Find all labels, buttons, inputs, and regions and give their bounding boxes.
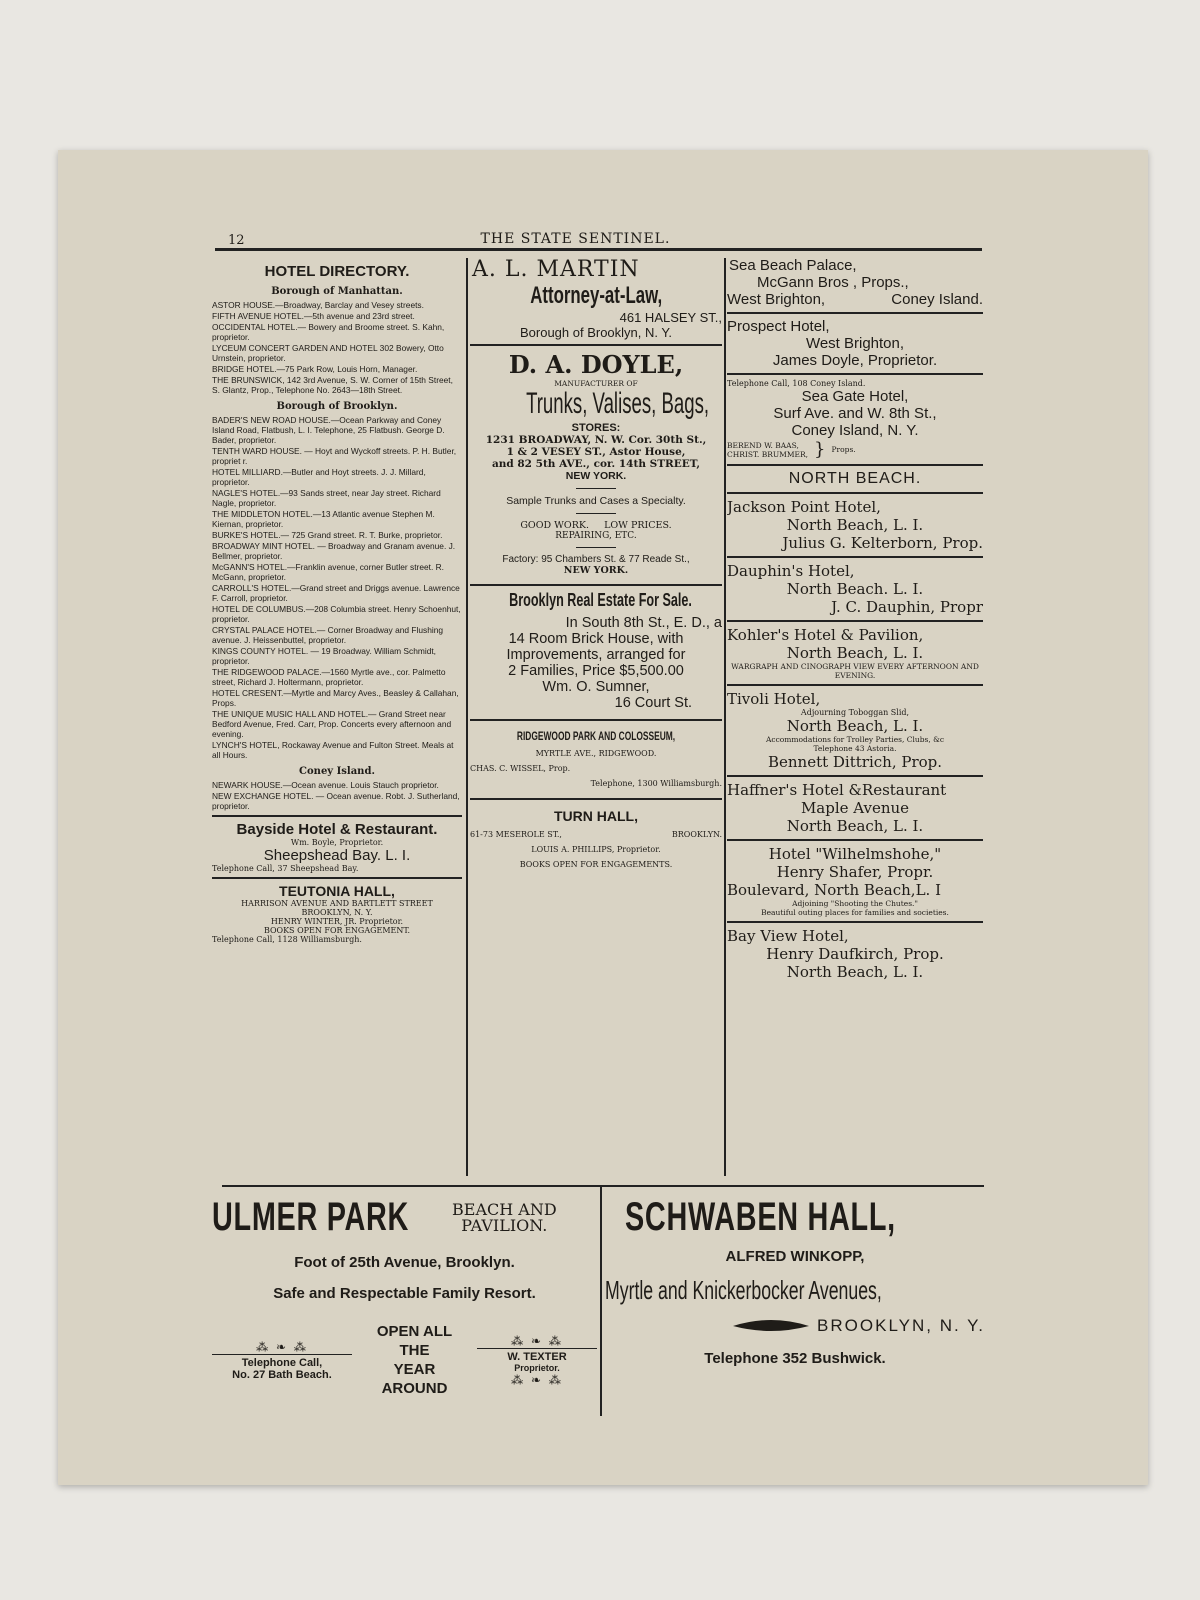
prospect-line-2: West Brighton, [805, 335, 905, 352]
directory-entry: LYNCH'S HOTEL, Rockaway Avenue and Fulton Street. Meals at all Hours. [212, 740, 454, 760]
directory-entry: BRIDGE HOTEL.—75 Park Row, Louis Horn, Manager. [212, 364, 418, 374]
realestate-line-4: 2 Families, Price $5,500.00 [508, 663, 684, 679]
ulmer-beach: BEACH AND [452, 1199, 557, 1219]
martin-address: 461 HALSEY ST., [619, 310, 722, 325]
wilhelm-line-3: Boulevard, North Beach,L. I [727, 881, 941, 899]
directory-entry: KINGS COUNTY HOTEL. — 19 Broadway. William Schmidt, proprietor. [212, 646, 437, 666]
realestate-title: Brooklyn Real Estate For Sale. [509, 590, 692, 610]
seagate-props: Props. [831, 445, 856, 454]
ridgewood-address: MYRTLE AVE., RIDGEWOOD. [535, 749, 657, 758]
directory-entry: TENTH WARD HOUSE. — Hoyt and Wyckoff streets. P. H. Butler, propriet r. [212, 446, 457, 466]
bayside-place: Sheepshead Bay. L. I. [263, 847, 411, 864]
turnhall-address: 61-73 MESEROLE ST., [470, 830, 562, 839]
ulmer-park-ad [212, 1195, 597, 1425]
teutonia-address: HARRISON AVENUE AND BARTLETT STREET [241, 899, 433, 908]
haffner-line-1: Haffner's Hotel &Restaurant [727, 781, 947, 799]
doyle-specialty: Sample Trunks and Cases a Specialty. [506, 495, 686, 507]
seagate-line-2: Surf Ave. and W. 8th St., [773, 405, 937, 422]
page-number: 12 [228, 233, 245, 248]
seabeach-line-4: Coney Island. [891, 291, 983, 308]
seagate-owner-2: CHRIST. BRUMMER, [727, 449, 809, 459]
directory-entry: HOTEL DE COLUMBUS.—208 Columbia street. Henry Schoenhut, proprietor. [212, 604, 461, 624]
ulmer-name: ULMER PARK [212, 1195, 410, 1239]
realestate-line-3: Improvements, arranged for [506, 647, 686, 663]
kohler-line-3: WARGRAPH AND CINOGRAPH VIEW EVERY AFTERNOON AND EVENING. [731, 662, 979, 680]
turnhall-books: BOOKS OPEN FOR ENGAGEMENTS. [519, 860, 673, 869]
ridgewood-phone: Telephone, 1300 Williamsburgh. [590, 779, 722, 788]
realestate-line-5: Wm. O. Sumner, [542, 679, 650, 695]
ridgewood-title: RIDGEWOOD PARK AND COLOSSEUM, [516, 729, 676, 743]
directory-entry: NEWARK HOUSE.—Ocean avenue. Louis Stauch proprietor. [212, 780, 439, 790]
kohler-line-2: North Beach, L. I. [786, 644, 924, 662]
bayside-phone: Telephone Call, 37 Sheepshead Bay. [212, 864, 359, 873]
divider [727, 464, 983, 466]
wilhelm-line-1: Hotel "Wilhelmshohe," [768, 845, 942, 863]
doyle-factory-city: NEW YORK. [563, 565, 629, 576]
divider [470, 344, 722, 346]
tivoli-line-5: Telephone 43 Astoria. [813, 744, 897, 753]
directory-entry: THE RIDGEWOOD PALACE.—1560 Myrtle ave., cor. Palmetto street, Richard J. Holtermann, proprietor. [212, 667, 446, 687]
seagate-line-3: Coney Island, N. Y. [791, 422, 919, 439]
turnhall-title: TURN HALL, [554, 808, 638, 824]
dauphin-line-1: Dauphin's Hotel, [727, 562, 855, 580]
wilhelm-line-2: Henry Shafer, Propr. [776, 863, 934, 881]
directory-entry: ASTOR HOUSE.—Broadway, Barclay and Vesey streets. [212, 300, 424, 310]
directory-section-heading: Coney Island. [299, 766, 375, 777]
kohler-line-1: Kohler's Hotel & Pavilion, [727, 626, 924, 644]
ulmer-open-3: YEAR [393, 1361, 436, 1378]
ornament-icon: ⁂ ❧ ⁂ [511, 1372, 563, 1387]
schwaben-name: SCHWABEN HALL, [625, 1195, 896, 1239]
ulmer-open-4: AROUND [381, 1380, 448, 1397]
divider [212, 815, 462, 817]
realestate-line-2: 14 Room Brick House, with [508, 631, 684, 647]
tivoli-line-1: Tivoli Hotel, [727, 690, 821, 708]
divider [470, 584, 722, 586]
directory-entry: CARROLL'S HOTEL.—Grand street and Driggs avenue. Lawrence F. Carroll, proprietor. [212, 583, 460, 603]
doyle-work: GOOD WORK. [520, 520, 589, 531]
divider [727, 775, 983, 777]
north-beach-column: Sea Beach Palace, McGann Bros , Props., West Brighton, Coney Island. Prospect Hotel, West Brighton, James Doyle, Proprietor. Telephone Call, 108 Coney Island. Sea Gate Hotel, Surf Ave. and W. 8th St., Coney Island, N. Y. BEREND W. BAAS, CHRIST. BRUMMER, } Props. NORTH BEACH. Jackson Point Hotel, North Beach, L. I. Julius G. Kelterborn, Prop. Dauphin's Hotel, North Beach. L. I. J. C. Dauphin, Propr Kohler's Hotel & Pavilion, North Beach, L. I. WARGRAPH AND CINOGRAPH VIEW EVERY AFTERNOON AND EVENING. Tivoli Hotel, Adjourning Toboggan Slid, North Beach, L. I. Accommodations for Trolley Parties, Clubs, &c Telephone 43 Astoria. Bennett Dittrich, Prop. Haffner's Hotel &Restaurant Maple Avenue North Beach, L. I. Hotel "Wilhelmshohe," Henry Shafer, Propr. Boulevard, North Beach,L. I Adjoining "Shooting the Chutes." Beautiful outing places for families and societies. Bay View Hotel, Henry Daufkirch, Prop. North Beach, L. I. [727, 257, 983, 981]
teutonia-city: BROOKLYN, N. Y. [301, 908, 373, 917]
directory-entry: BROADWAY MINT HOTEL. — Broadway and Granam avenue. J. Bellmer, proprietor. [212, 541, 456, 561]
pointer-ornament-icon [731, 1318, 811, 1334]
martin-name: A. L. MARTIN [472, 257, 640, 282]
divider [727, 312, 983, 314]
bayside-prop: Wm. Boyle, Proprietor. [290, 838, 384, 847]
advertisements-column [470, 257, 722, 1175]
directory-entry: NAGLE'S HOTEL.—93 Sands street, near Jay street. Richard Nagle, proprietor. [212, 488, 441, 508]
haffner-line-3: North Beach, L. I. [786, 817, 924, 835]
seagate-owner-1: BEREND W. BAAS, [727, 440, 799, 450]
bottom-divider [600, 1186, 602, 1416]
directory-entry: FIFTH AVENUE HOTEL.—5th avenue and 23rd street. [212, 311, 415, 321]
realestate-line-1: In South 8th St., E. D., a [565, 615, 722, 631]
ulmer-prop-2: Proprietor. [514, 1362, 560, 1373]
prospect-line-3: James Doyle, Proprietor. [772, 352, 938, 369]
teutonia-name: TEUTONIA HALL, [279, 883, 395, 899]
teutonia-books: BOOKS OPEN FOR ENGAGEMENT. [263, 926, 411, 935]
schwaben-owner: ALFRED WINKOPP, [725, 1248, 865, 1265]
prospect-phone: Telephone Call, 108 Coney Island. [727, 379, 866, 388]
ornament-icon: ⁂ ❧ ⁂ [256, 1339, 308, 1354]
doyle-address-1: 1231 BROADWAY, N. W. Cor. 30th St., [485, 434, 707, 446]
schwaben-phone: Telephone 352 Bushwick. [704, 1350, 886, 1367]
ulmer-open-2: THE [399, 1342, 430, 1359]
doyle-factory: Factory: 95 Chambers St. & 77 Reade St., [502, 554, 690, 565]
header-rule [215, 248, 982, 251]
schwaben-address: Myrtle and Knickerbocker Avenues, [605, 1275, 882, 1305]
divider [212, 877, 462, 879]
realestate-line-6: 16 Court St. [614, 695, 692, 711]
turnhall-city: BROOKLYN. [671, 830, 722, 839]
seabeach-line-3: West Brighton, [727, 291, 826, 308]
ulmer-phone-1: Telephone Call, [212, 1354, 352, 1369]
turnhall-prop: LOUIS A. PHILLIPS, Proprietor. [531, 845, 661, 854]
directory-entry: NEW EXCHANGE HOTEL. — Ocean avenue. Robt. J. Sutherland, proprietor. [212, 791, 460, 811]
doyle-manufacturer: MANUFACTURER OF [554, 379, 638, 388]
dauphin-line-2: North Beach. L. I. [786, 580, 924, 598]
directory-entry: HOTEL MILLIARD.—Butler and Hoyt streets. J. J. Millard, proprietor. [212, 467, 426, 487]
directory-entry: CRYSTAL PALACE HOTEL.— Corner Broadway and Flushing avenue. J. Heissenbuttel, proprietor. [212, 625, 444, 645]
seabeach-line-1: Sea Beach Palace, [729, 257, 857, 274]
bayside-name: Bayside Hotel & Restaurant. [236, 821, 438, 838]
directory-entry: BADER'S NEW ROAD HOUSE.—Ocean Parkway and Coney Island Road, Flatbush, L. I. Telephone, 25 Flatbush. George D. Bader, proprietor. [212, 415, 445, 445]
column-divider [724, 258, 726, 1176]
directory-entry: LYCEUM CONCERT GARDEN AND HOTEL 302 Bowery, Otto Urnstein, proprietor. [212, 343, 444, 363]
wilhelm-line-5: Beautiful outing places for families and societies. [761, 908, 949, 917]
directory-entry: BURKE'S HOTEL.— 725 Grand street. R. T. Burke, proprietor. [212, 530, 443, 540]
directory-sections [212, 286, 462, 811]
haffner-line-2: Maple Avenue [800, 799, 910, 817]
seabeach-line-2: McGann Bros , Props., [757, 274, 909, 291]
ulmer-phone-2: No. 27 Bath Beach. [232, 1368, 332, 1381]
column-divider [466, 258, 468, 1176]
ulmer-open-1: OPEN ALL [376, 1323, 453, 1340]
doyle-stores: STORES: [571, 422, 621, 434]
jackson-line-1: Jackson Point Hotel, [727, 498, 881, 516]
doyle-address-4: NEW YORK. [565, 470, 627, 482]
divider [727, 492, 983, 494]
directory-entry: THE UNIQUE MUSIC HALL AND HOTEL.— Grand Street near Bedford Avenue, Fred. Carr, Prop. Concerts every afternoon and evening. [212, 709, 452, 739]
ulmer-resort: Safe and Respectable Family Resort. [273, 1285, 536, 1302]
divider [727, 839, 983, 841]
tivoli-line-2: Adjourning Toboggan Slid, [800, 708, 910, 717]
seagate-line-1: Sea Gate Hotel, [801, 388, 909, 405]
directory-section-heading: Borough of Brooklyn. [276, 401, 398, 412]
ornament-icon: ⁂ ❧ ⁂ [511, 1333, 563, 1348]
doyle-goods: Trunks, Valises, Bags, [526, 387, 710, 420]
north-beach-heading: NORTH BEACH. [788, 470, 922, 487]
martin-borough: Borough of Brooklyn, N. Y. [519, 325, 672, 340]
hotel-directory-title: HOTEL DIRECTORY. [264, 263, 410, 280]
wilhelm-line-4: Adjoining "Shooting the Chutes." [792, 899, 918, 908]
tivoli-line-3: North Beach, L. I. [786, 717, 924, 735]
martin-title: Attorney-at-Law, [530, 282, 662, 309]
ulmer-foot: Foot of 25th Avenue, Brooklyn. [294, 1254, 515, 1271]
divider [470, 798, 722, 800]
divider [727, 921, 983, 923]
tivoli-line-4: Accommodations for Trolley Parties, Clubs, &c [765, 735, 945, 744]
schwaben-city: BROOKLYN, N. Y. [817, 1316, 985, 1335]
directory-entry: McGANN'S HOTEL.—Franklin avenue, corner Butler street. R. McGann, proprietor. [212, 562, 444, 582]
divider [470, 719, 722, 721]
divider [727, 684, 983, 686]
directory-entry: THE BRUNSWICK, 142 3rd Avenue, S. W. Corner of 15th Street, S. Glantz, Prop., Telephone No. 2643—18th Street. [212, 375, 453, 395]
doyle-name: D. A. DOYLE, [508, 350, 684, 379]
prospect-line-1: Prospect Hotel, [727, 318, 830, 335]
bayview-line-2: Henry Daufkirch, Prop. [766, 945, 944, 963]
directory-entry: HOTEL CRESENT.—Myrtle and Marcy Aves., Beasley & Callahan, Props. [212, 688, 459, 708]
hotel-directory-column [212, 257, 462, 1175]
bottom-rule [222, 1185, 984, 1187]
directory-section-heading: Borough of Manhattan. [271, 286, 403, 297]
doyle-repairing: REPAIRING, ETC. [555, 531, 637, 541]
bayview-line-3: North Beach, L. I. [786, 963, 924, 981]
directory-entry: OCCIDENTAL HOTEL.— Bowery and Broome street. S. Kahn, proprietor. [212, 322, 445, 342]
directory-entry: THE MIDDLETON HOTEL.—13 Atlantic avenue Stephen M. Kiernan, proprietor. [212, 509, 435, 529]
doyle-prices: LOW PRICES. [604, 520, 672, 531]
ridgewood-prop: CHAS. C. WISSEL, Prop. [470, 764, 571, 773]
schwaben-hall-ad [605, 1195, 985, 1425]
divider [727, 620, 983, 622]
doyle-address-3: and 82 5th AVE., cor. 14th STREET, [491, 458, 701, 470]
dauphin-line-3: J. C. Dauphin, Propr [831, 598, 983, 616]
teutonia-prop: HENRY WINTER, JR. Proprietor. [270, 917, 404, 926]
divider [727, 556, 983, 558]
newspaper-title: THE STATE SENTINEL. [480, 231, 671, 247]
doyle-address-2: 1 & 2 VESEY ST., Astor House, [506, 446, 686, 458]
ulmer-prop-1: W. TEXTER [477, 1348, 597, 1363]
tivoli-line-6: Bennett Dittrich, Prop. [767, 753, 943, 771]
ulmer-pavilion: PAVILION. [461, 1215, 548, 1235]
bayview-line-1: Bay View Hotel, [727, 927, 849, 945]
jackson-line-2: North Beach, L. I. [786, 516, 924, 534]
divider [727, 373, 983, 375]
teutonia-phone: Telephone Call, 1128 Williamsburgh. [212, 935, 362, 944]
jackson-line-3: Julius G. Kelterborn, Prop. [782, 534, 983, 552]
